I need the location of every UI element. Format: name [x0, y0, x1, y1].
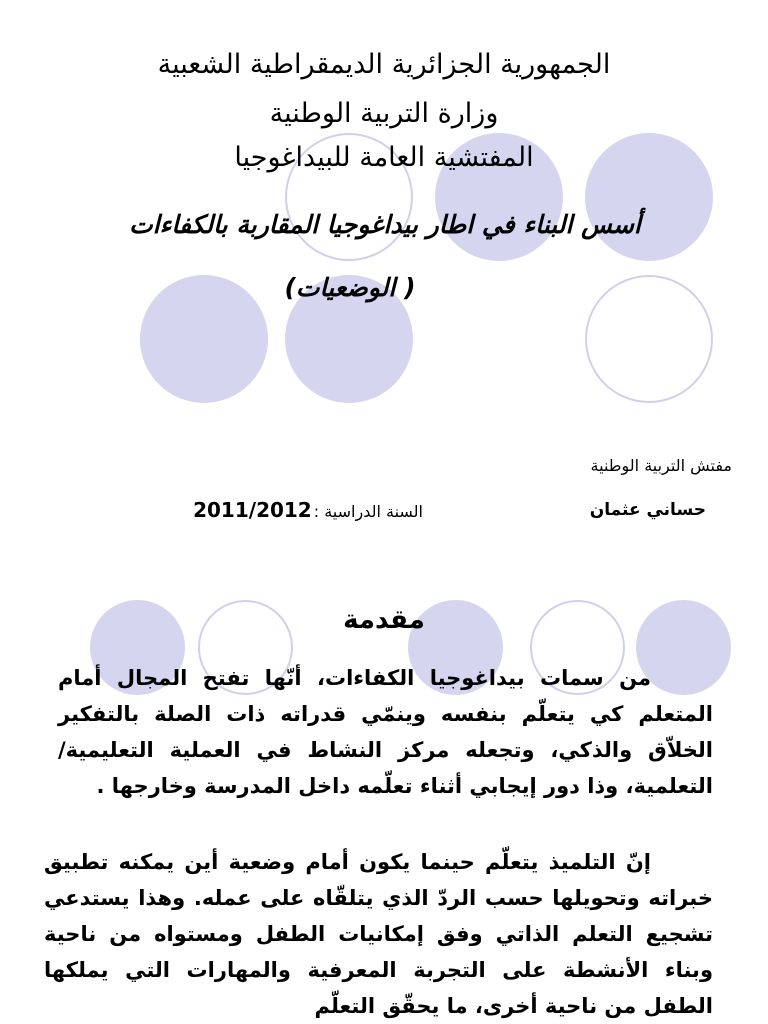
school-year-label: السنة الدراسية : — [313, 502, 423, 521]
school-year — [193, 498, 423, 522]
school-year-value: 2011/2012 — [193, 498, 312, 522]
document-title: أسس البناء في اطار بيداغوجيا المقاربة بالكفاءات — [129, 210, 641, 239]
intro-heading: مقدمة — [343, 605, 425, 635]
header-inspectorate: المفتشية العامة للبيداغوجيا — [234, 142, 534, 173]
decor-circle — [585, 275, 713, 403]
intro-slide — [0, 560, 768, 1024]
document-subtitle: ( الوضعيات) — [284, 273, 416, 302]
inspector-name: حساني عثمان — [589, 500, 706, 520]
header-ministry: وزارة التربية الوطنية — [269, 98, 499, 129]
header-republic: الجمهورية الجزائرية الديمقراطية الشعبية — [157, 49, 611, 80]
inspector-role: مفتش التربية الوطنية — [590, 456, 732, 475]
intro-paragraph-1: من سمات بيداغوجيا الكفاءات، أنّها تفتح المجال أمام المتعلم كي يتعلّم بنفسه وينمّي قدراته ذات الصلة بالتفكير الخلاّق والذكي، وتجعله مركز النشاط في العملية التعليمية/ التعلمية، وذا دور إيجابي أثناء تعلّمه داخل المدرسة وخارجها . — [58, 666, 713, 798]
intro-paragraph-2: إنّ التلميذ يتعلّم حينما يكون أمام وضعية أين يمكنه تطبيق خبراته وتحويلها حسب الردّ الذي يتلقّاه على عمله. وهذا يستدعي تشجيع التعلم الذاتي وفق إمكانيات الطفل ومستواه من ناحية وبناء الأنشطة على التجربة المعرفية والمهارات التي يملكها الطفل من ناحية أخرى، ما يحقّق التعلّم — [44, 850, 713, 1018]
